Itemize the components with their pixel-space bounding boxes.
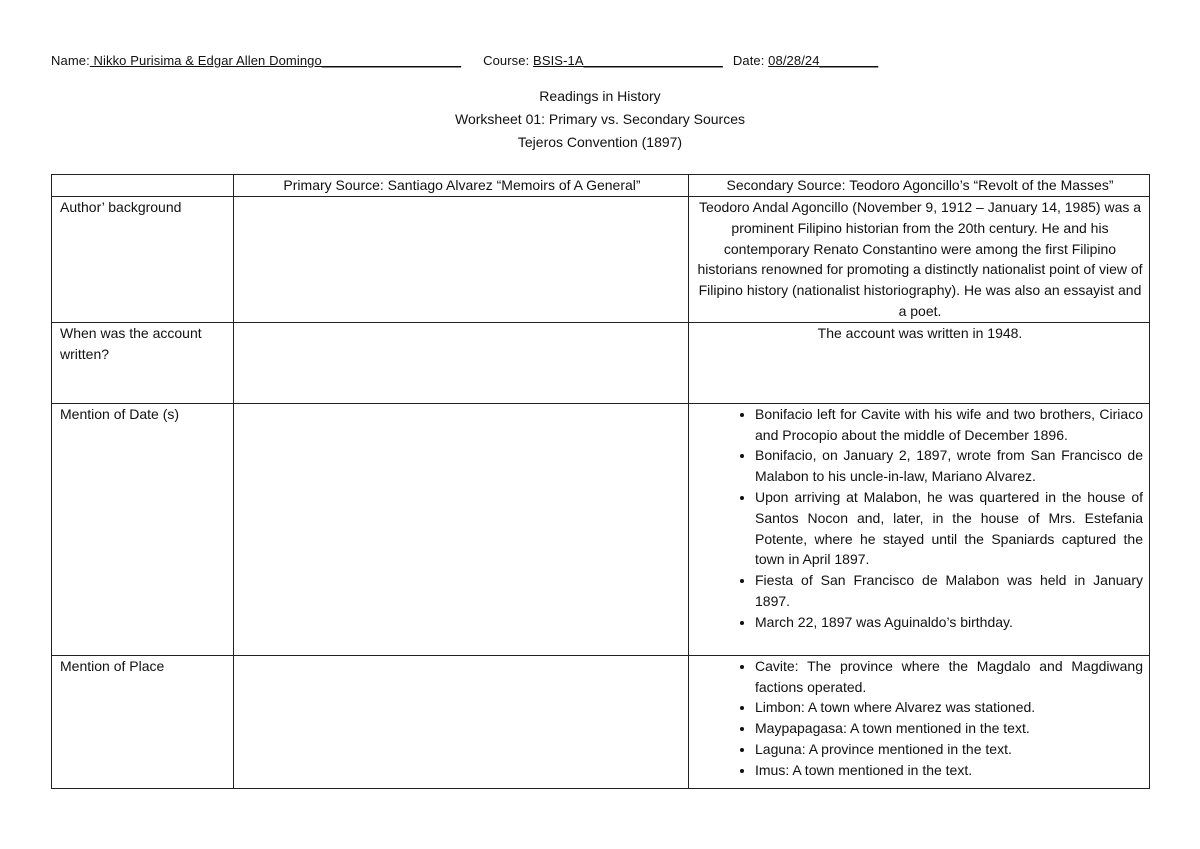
row-label-dates: Mention of Date (s) <box>52 403 234 655</box>
date-value: 08/28/24________ <box>768 53 879 68</box>
list-item: • Imus: A town mentioned in the text. <box>755 760 1143 781</box>
worksheet-title: Worksheet 01: Primary vs. Secondary Sources <box>455 111 745 127</box>
table-row-places <box>52 655 1150 788</box>
header-secondary-source: Secondary Source: Teodoro Agoncillo’s “Revolt of the Masses” <box>689 175 1150 197</box>
list-item: • Bonifacio left for Cavite with his wife and two brothers, Ciriaco and Procopio about the middle of December 1896. <box>755 404 1143 446</box>
row-label-author: Author’ background <box>52 197 234 323</box>
course-value: BSIS-1A___________________ <box>533 53 723 68</box>
primary-written-cell <box>234 322 689 403</box>
secondary-author-cell: Teodoro Andal Agoncillo (November 9, 1912 – January 14, 1985) was a prominent Filipino historian from the 20th century. He and his contemporary Renato Constantino were among the first Filipino historians renowned for promoting a distinctly nationalist point of view of Filipino history (nationalist historiography). He was also an essayist and a poet. <box>689 197 1150 323</box>
primary-author-cell <box>234 197 689 323</box>
primary-dates-cell <box>234 403 689 655</box>
name-label: Name: <box>51 53 90 68</box>
course-title: Readings in History <box>539 88 661 104</box>
table-row-dates <box>52 403 1150 655</box>
dates-list <box>697 404 1143 633</box>
topic-title: Tejeros Convention (1897) <box>517 134 683 150</box>
table-header-row <box>52 175 1150 197</box>
list-item: • Fiesta of San Francisco de Malabon was held in January 1897. <box>755 570 1143 612</box>
secondary-written-cell: The account was written in 1948. <box>689 322 1150 403</box>
secondary-places-cell <box>689 655 1150 788</box>
table-row-written <box>52 322 1150 403</box>
list-item: • March 22, 1897 was Aguinaldo’s birthday. <box>755 612 1143 633</box>
list-item: • Bonifacio, on January 2, 1897, wrote from San Francisco de Malabon to his uncle-in-law, Mariano Alvarez. <box>755 445 1143 487</box>
list-item: • Laguna: A province mentioned in the text. <box>755 739 1143 760</box>
row-label-written: When was the account written? <box>52 322 234 403</box>
header-blank-cell <box>52 175 234 197</box>
list-item: • Upon arriving at Malabon, he was quartered in the house of Santos Nocon and, later, in the house of Mrs. Estefania Potente, where he stayed until the Spaniards captured the town in April 1897. <box>755 487 1143 570</box>
header-primary-source: Primary Source: Santiago Alvarez “Memoirs of A General” <box>234 175 689 197</box>
title-block <box>0 85 1200 154</box>
row-label-places: Mention of Place <box>52 655 234 788</box>
date-label: Date: <box>732 53 765 68</box>
header-line <box>51 53 878 68</box>
name-value: Nikko Purisima & Edgar Allen Domingo___________________ <box>89 53 462 68</box>
worksheet-table <box>51 174 1150 789</box>
table-row-author <box>52 197 1150 323</box>
list-item: • Cavite: The province where the Magdalo and Magdiwang factions operated. <box>755 656 1143 698</box>
list-item: • Limbon: A town where Alvarez was stationed. <box>755 697 1143 718</box>
secondary-dates-cell <box>689 403 1150 655</box>
places-list <box>697 656 1143 781</box>
list-item: • Maypapagasa: A town mentioned in the text. <box>755 718 1143 739</box>
primary-places-cell <box>234 655 689 788</box>
course-label: Course: <box>483 53 530 68</box>
